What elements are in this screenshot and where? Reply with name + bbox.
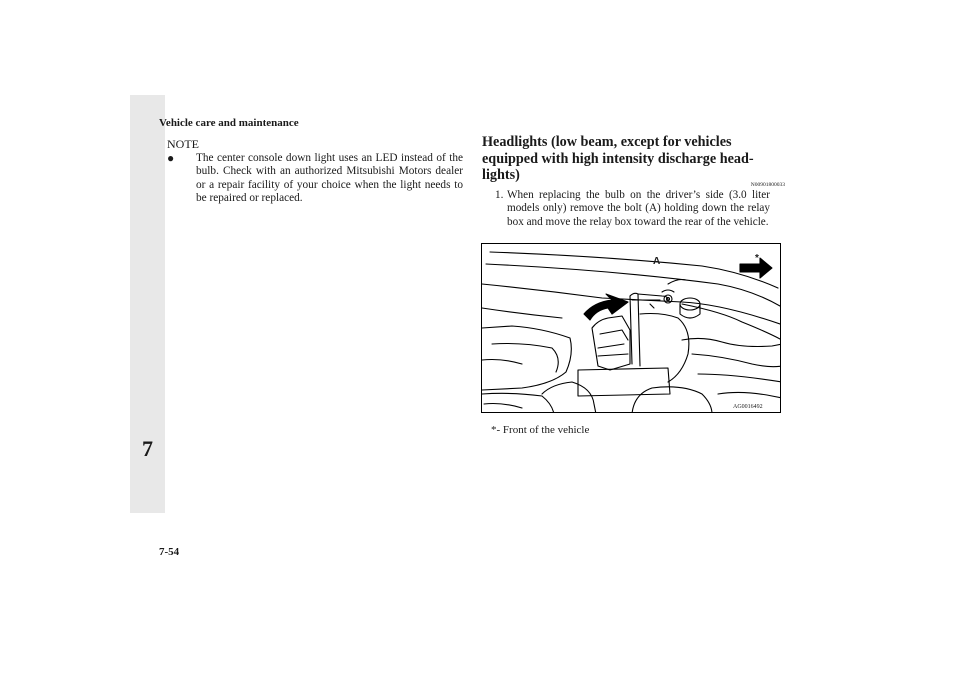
- running-header: Vehicle care and maintenance: [159, 117, 299, 129]
- figure-caption: *- Front of the vehicle: [491, 424, 590, 436]
- section-code: N00901800033: [750, 182, 785, 188]
- callout-a: A: [653, 256, 661, 267]
- section-title: Headlights (low beam, except for vehicles equipped with high intensity discharge head-lights): [482, 134, 754, 183]
- chapter-number: 7: [142, 436, 153, 461]
- engine-bay-illustration: [481, 243, 781, 413]
- note-block: [167, 138, 463, 206]
- note-text: The center console down light uses an LED instead of the bulb. Check with an authorized Mitsubishi Motors dealer or a repair facility of your choice when the light needs to be repaired or replaced.: [196, 151, 463, 205]
- step-text: When replacing the bulb on the driver’s side (3.0 liter models only) remove the bolt (A) holding down the relay box and move the relay box toward the rear of the vehicle.: [507, 189, 770, 228]
- note-item: [167, 152, 463, 206]
- image-code: AG0016492: [733, 404, 763, 410]
- note-label: NOTE: [167, 137, 199, 151]
- step-1: [495, 189, 770, 229]
- bullet-icon: ●: [167, 150, 175, 165]
- step-number: 1.: [495, 189, 504, 201]
- page-number: 7-54: [159, 546, 180, 558]
- callout-star: *: [755, 253, 759, 264]
